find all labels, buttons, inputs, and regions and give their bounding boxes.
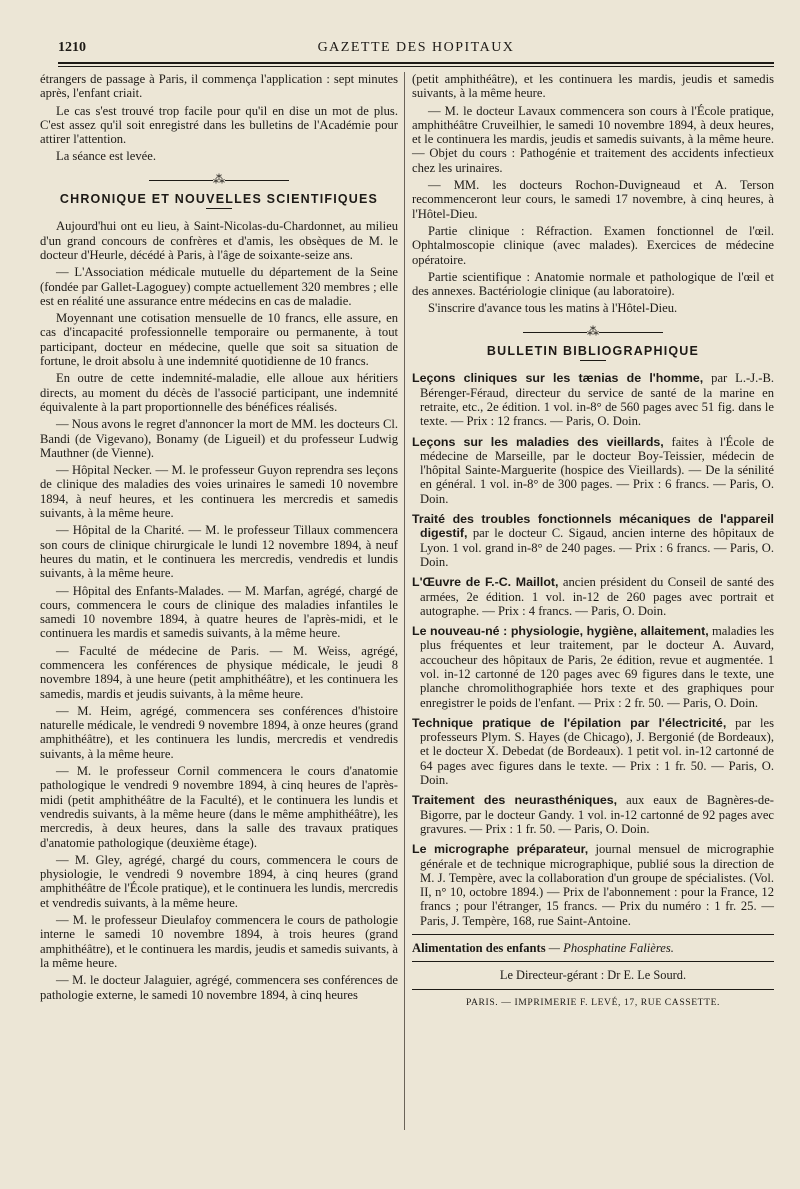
paragraph: — M. le docteur Jalaguier, agrégé, commencera ses conférences de pathologie externe, le samedi 10 novembre 1894, à cinq heures xyxy=(40,973,398,1002)
page-number: 1210 xyxy=(58,40,86,55)
ornament-divider xyxy=(40,172,398,186)
right-column xyxy=(412,72,774,1010)
header-rule xyxy=(58,62,774,64)
paragraph: — M. Heim, agrégé, commencera ses conférences d'histoire naturelle médicale, le vendredi 9 novembre 1894, à onze heures (grand amphithéâtre), et les continuera les lundis, mercredis et vendredis suivants, à la même heure. xyxy=(40,703,398,761)
paragraph: — Hôpital Necker. — M. le professeur Guyon reprendra ses leçons de clinique des maladies des voies urinaires le samedi 10 novembre 1894, à neuf heures, et les continuera les mercredis et samedis suivants, à la même heure. xyxy=(40,463,398,521)
divider-rule xyxy=(412,934,774,935)
paragraph: Partie clinique : Réfraction. Examen fonctionnel de l'œil. Ophtalmoscopie clinique (avec malades). Exercices de médecine opératoire. xyxy=(412,223,774,267)
paragraph: — Hôpital de la Charité. — M. le professeur Tillaux commencera son cours de clinique chirurgicale le lundi 12 novembre 1894, à neuf heures du matin, et le continuera les mercredis, vendredis et lundis suivants, à la même heure. xyxy=(40,523,398,581)
paragraph: — MM. les docteurs Rochon-Duvigneaud et A. Terson recommenceront leur cours, le samedi 17 novembre, à cinq heures, à l'Hôtel-Dieu. xyxy=(412,178,774,221)
paragraph: étrangers de passage à Paris, il commença l'application : sept minutes après, l'enfant criait. xyxy=(40,72,398,101)
paragraph: Le cas s'est trouvé trop facile pour qu'il en dise un mot de plus. C'est assez qu'il soit enregistré dans les bulletins de l'Académie pour attirer l'attention. xyxy=(40,103,398,147)
paragraph: — L'Association médicale mutuelle du département de la Seine (fondée par Gallet-Lagoguey) compte actuellement 320 membres ; elle est en réalité une assurance entre médecins en cas de maladie. xyxy=(40,265,398,308)
ornament-glyph: ⁂ xyxy=(213,171,225,186)
paragraph: — M. Gley, agrégé, chargé du cours, commencera le cours de physiologie, le vendredi 9 novembre 1894, à cinq heures (grand amphithéâtre de l'École pratique), et le continuera les lundis, mercredis et vendredis suivants, à la même heure. xyxy=(40,852,398,910)
bibliography-entry xyxy=(412,371,774,428)
paragraph: Aujourd'hui ont eu lieu, à Saint-Nicolas-du-Chardonnet, au milieu d'un grand concours de confrères et d'amis, les obsèques de M. le docteur d'Heurle, décédé à Paris, à l'âge de soixante-seize ans. xyxy=(40,219,398,262)
short-rule xyxy=(580,360,606,361)
ornament-glyph: ⁂ xyxy=(587,323,599,338)
director-signature: Le Directeur-gérant : Dr E. Le Sourd. xyxy=(499,968,687,983)
paragraph: Moyennant une cotisation mensuelle de 10 francs, elle assure, en cas d'incapacité professionnelle temporaire ou permanente, à tout participant, docteur en médecine, quelle que soit sa situation de fortune, le droit absolu à une indemnité quotidienne de 10 francs. xyxy=(40,311,398,369)
entry-title: L'Œuvre de F.-C. Maillot, xyxy=(412,575,559,590)
bibliography-entry xyxy=(412,435,774,506)
entry-text: par L.-J.-B. Bérenger-Féraud, directeur du service de santé de la marine en retraite, etc., 2e édition. 1 vol. in-8° de 560 pages avec 51 fig. dans le texte. — Prix : 12 francs. — Paris, O. Doin. xyxy=(420,371,774,429)
entry-title: Leçons sur les maladies des vieillards, xyxy=(412,434,664,449)
entry-text: faites à l'École de médecine de Marseille, par le docteur Boy-Teissier, médecin de l'hôpital Sainte-Marguerite (hospice des Vieillards). — De la sénilité en général. 1 vol. in-8° de 300 pages. — Prix : 6 francs. — Paris, O. Doin. xyxy=(420,434,774,506)
paragraph: — M. le professeur Dieulafoy commencera le cours de pathologie interne le samedi 10 novembre 1894, à trois heures (grand amphithéâtre), et le continuera les mardis, jeudis et samedis suivants, à la même heure. xyxy=(40,913,398,970)
entry-text: aux eaux de Bagnères-de-Bigorre, par le docteur Gandy. 1 vol. in-12 cartonné de 92 pages avec gravures. — Prix : 1 fr. 50. — Paris, O. Doin. xyxy=(420,793,774,836)
paragraph: — Hôpital des Enfants-Malades. — M. Marfan, agrégé, chargé de cours, commencera le cours de clinique des maladies infantiles le samedi 10 novembre 1894, à quatre heures de l'après-midi, et le continuera les mardis et samedis suivants, à la même heure. xyxy=(40,583,398,641)
entry-text: par le docteur C. Sigaud, ancien interne des hôpitaux de Lyon. 1 vol. grand in-8° de 240 pages. — Prix : 6 francs. — Paris, O. Doin. xyxy=(420,526,774,569)
entry-text: ancien président du Conseil de santé des armées, 2e édition. 1 vol. in-12 de 260 pages avec portrait et autographe. — Prix : 4 francs. — Paris, O. Doin. xyxy=(420,575,775,618)
paragraph: — M. le professeur Cornil commencera le cours d'anatomie pathologique le vendredi 9 novembre 1894, à cinq heures de l'après-midi (petit amphithéâtre de la Faculté), et le continuera les lundis et vendredis suivants, à la même heure (dans le même amphithéâtre), les mercredis, à deux heures, dans la salle des travaux pratiques d'anatomie pathologique (deuxième étage). xyxy=(40,764,398,850)
bibliography-entry xyxy=(412,624,774,710)
left-column xyxy=(40,72,398,1005)
page-header xyxy=(58,40,774,62)
entry-title: Le nouveau-né : physiologie, hygiène, allaitement, xyxy=(412,624,709,639)
header-rule-thin xyxy=(58,66,774,67)
entry-title: Leçons cliniques sur les tænias de l'homme, xyxy=(412,371,704,386)
entry-title: Traitement des neurasthéniques, xyxy=(412,793,618,808)
paragraph: — M. le docteur Lavaux commencera son cours à l'École pratique, amphithéâtre Cruveilhier, le samedi 10 novembre 1894, à deux heures, et le continuera les mardis, jeudis et samedis suivants, à la même heure. — Objet du cours : Pathogénie et traitement des accidents infectieux chez les urinaires. xyxy=(412,103,774,175)
entry-text: journal mensuel de micrographie générale et de technique micrographique, publié sous la direction de M. J. Tempère, avec la collaboration d'un groupe de spécialistes. (Vol. II, n° 10, octobre 1894.) — Prix de l'abonnement : pour la France, 12 francs ; pour l'étranger, 15 francs. — Prix du numéro : 1 fr. 25. — Paris, J. Tempère, 168, rue Saint-Antoine. xyxy=(420,842,774,928)
ad-title: Alimentation des enfants xyxy=(412,941,546,956)
short-rule xyxy=(206,208,232,209)
ornament-divider xyxy=(412,324,774,338)
divider-rule xyxy=(412,961,774,962)
entry-text: par les professeurs Plym. S. Hayes (de Chicago), J. Bergonié (de Bordeaux), et le docteur X. Debedat (de Bordeaux). 1 petit vol. in-12 cartonné de 64 pages avec figures dans le texte. — Prix : 1 fr. 50. — Paris, O. Doin. xyxy=(420,715,774,788)
bibliography-entry xyxy=(412,575,774,618)
paragraph: S'inscrire d'avance tous les matins à l'Hôtel-Dieu. xyxy=(428,301,678,316)
bibliography-entry xyxy=(412,793,774,836)
section-title-chronique: CHRONIQUE ET NOUVELLES SCIENTIFIQUES xyxy=(59,192,379,207)
paragraph: La séance est levée. xyxy=(56,149,156,164)
entry-title: Technique pratique de l'épilation par l'électricité, xyxy=(412,715,727,730)
paragraph: — Nous avons le regret d'annoncer la mort de MM. les docteurs Cl. Bandi (de Vigevano), Bonamy (de Ligueil) et du professeur Ludwig Mauthner (de Vienne). xyxy=(40,417,398,460)
paragraph: — Faculté de médecine de Paris. — M. Weiss, agrégé, commencera les conférences de physique médicale, le jeudi 8 novembre 1894, à une heure (petit amphithéâtre), et les continuera les samedis, mardis et jeudis suivants, à la même heure. xyxy=(40,643,398,701)
printer-imprint: PARIS. — IMPRIMERIE F. LEVÉ, 17, RUE CASSETTE. xyxy=(465,996,721,1008)
bibliography-entry xyxy=(412,716,774,787)
entry-text: maladies les plus fréquentes et leur traitement, par le docteur A. Auvard, accoucheur des hôpitaux de Paris, 2e édition, revue et augmentée. 1 vol. in-12 cartonné de 120 pages avec 69 figures dans le texte, une planche chromolithographiée hors texte et des graphiques pour enregistrer le poids de l'enfant. — Prix : 2 fr. 50. — Paris, O. Doin. xyxy=(420,624,774,710)
bibliography-entry xyxy=(412,842,774,928)
section-title-bulletin: BULLETIN BIBLIOGRAPHIQUE xyxy=(486,344,700,359)
bibliography-entry xyxy=(412,512,774,569)
paragraph: Partie scientifique : Anatomie normale et pathologique de l'œil et des annexes. Bactériologie clinique (au laboratoire). xyxy=(412,269,774,299)
paragraph: (petit amphithéâtre), et les continuera les mardis, jeudis et samedis suivants, à la même heure. xyxy=(412,72,774,101)
column-separator xyxy=(404,72,405,1130)
advertisement xyxy=(412,941,774,955)
journal-title: GAZETTE DES HOPITAUX xyxy=(317,40,515,55)
entry-title: Le micrographe préparateur, xyxy=(412,842,589,857)
paragraph: En outre de cette indemnité-maladie, elle alloue aux héritiers directs, au moment du décès de l'associé participant, une indemnité équivalente à la part proportionnelle des bénéfices réalisés. xyxy=(40,371,398,414)
entry-title: Traité des troubles fonctionnels mécaniques de l'appareil digestif, xyxy=(412,512,774,541)
ad-text: — Phosphatine Falières. xyxy=(548,941,674,956)
divider-rule xyxy=(412,989,774,990)
